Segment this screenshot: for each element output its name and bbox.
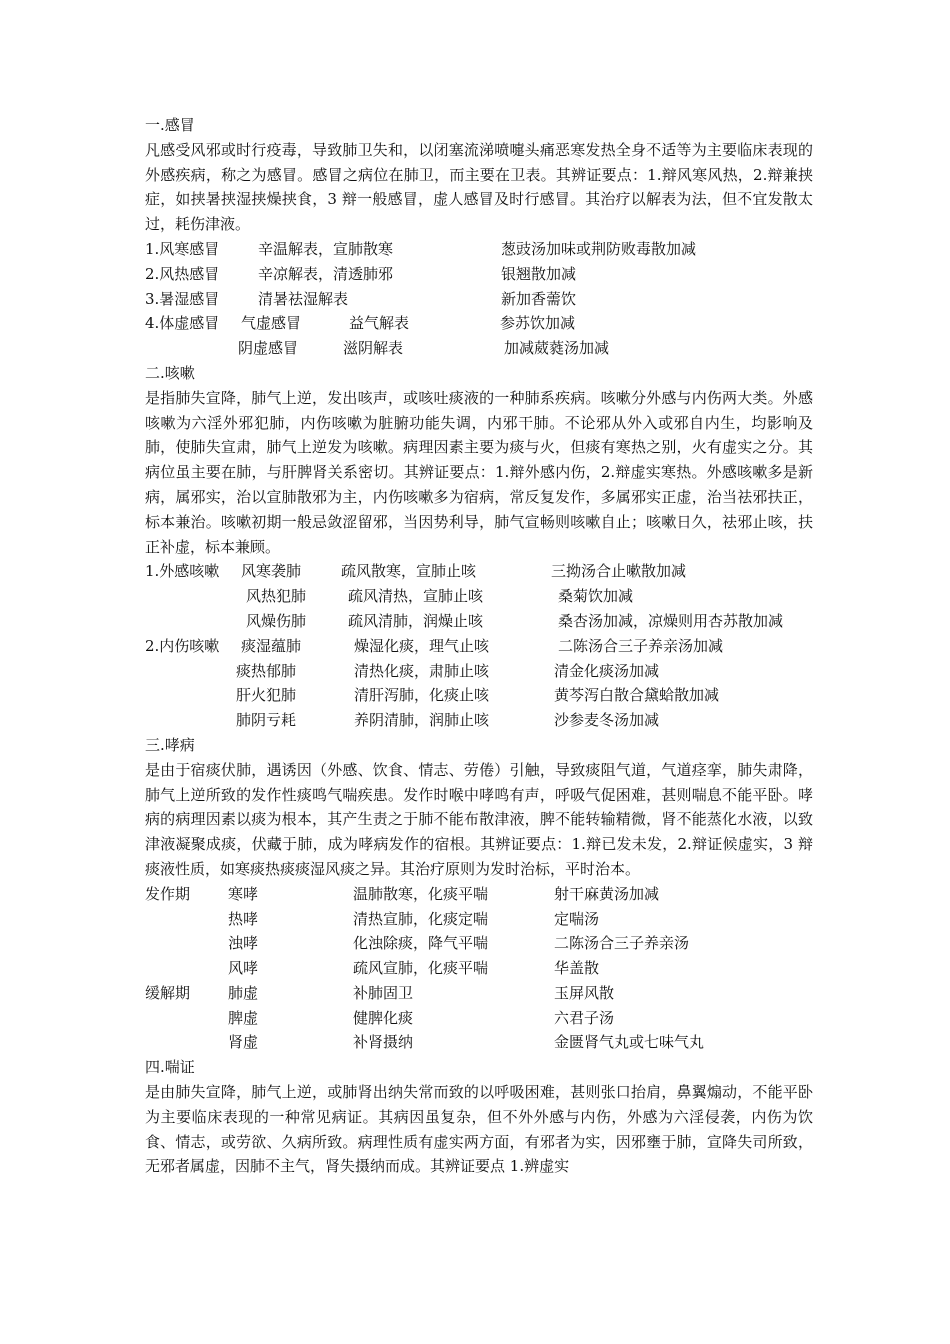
table-row: [145, 956, 813, 981]
row-stage: 缓解期: [145, 983, 191, 1002]
row-pattern: 风寒袭肺: [241, 562, 302, 581]
row-subtype: 阴虚感冒: [238, 339, 299, 358]
table-row: [145, 659, 813, 684]
row-formula: 沙参麦冬汤加减: [554, 711, 660, 730]
row-formula: 桑杏汤加减，凉燥则用杏苏散加减: [558, 611, 784, 630]
paragraph-xiaobing: 是由于宿痰伏肺，遇诱因（外感、饮食、情志、劳倦）引触，导致痰阻气道，气道痉挛，肺失肃降，肺气上逆所致的发作性痰鸣气喘疾患。发作时喉中哮鸣有声，呼吸气促困难，甚则喘息不能平卧。哮病的病理因素以痰为根本，其产生责之于肺不能布散津液，脾不能转输精微，肾不能蒸化水液，以致津液凝聚成痰，伏藏于肺，成为哮病发作的宿根。其辨证要点：1.辩已发未发，2.辩证候虚实，3 辩痰液性质，如寒痰热痰痰湿风痰之异。其治疗原则为发时治标，平时治本。: [145, 760, 813, 878]
row-type: 2.风热感冒: [145, 264, 220, 283]
row-pattern: 脾虚: [228, 1008, 259, 1027]
table-row: [145, 559, 813, 584]
table-row: [145, 981, 813, 1006]
row-formula: 黄芩泻白散合黛蛤散加减: [554, 686, 720, 705]
heading-kesou: 二.咳嗽: [145, 363, 195, 382]
row-method: 滋阴解表: [343, 339, 404, 358]
row-method: 清热宣肺，化痰定喘: [353, 909, 489, 928]
row-formula: 金匮肾气丸或七味气丸: [554, 1033, 705, 1052]
row-pattern: 肝火犯肺: [236, 686, 297, 705]
row-pattern: 浊哮: [228, 934, 259, 953]
row-formula: 射干麻黄汤加减: [554, 884, 660, 903]
row-formula: 六君子汤: [554, 1008, 615, 1027]
row-formula: 桑菊饮加减: [558, 587, 634, 606]
heading-ganmao: 一.感冒: [145, 116, 195, 134]
row-formula: 新加香薷饮: [501, 289, 577, 308]
row-method: 补肾摄纳: [353, 1033, 414, 1052]
row-pattern: 风哮: [228, 959, 259, 978]
table-row: [145, 336, 813, 361]
table-row: [145, 584, 813, 609]
row-type: 4.体虚感冒: [145, 314, 220, 333]
row-subtype: 气虚感冒: [241, 314, 302, 333]
row-method: 清暑祛湿解表: [258, 289, 349, 308]
row-method: 健脾化痰: [353, 1008, 414, 1027]
row-pattern: 寒哮: [228, 884, 259, 903]
heading-xiaobing: 三.哮病: [145, 735, 195, 754]
row-pattern: 痰热郁肺: [236, 661, 297, 680]
row-pattern: 热哮: [228, 909, 259, 928]
row-method: 辛凉解表，清透肺邪: [258, 264, 394, 283]
table-row: [145, 1006, 813, 1031]
row-formula: 三拗汤合止嗽散加减: [551, 562, 687, 581]
table-row: [145, 287, 813, 312]
row-formula: 清金化痰汤加减: [554, 661, 660, 680]
table-row: [145, 609, 813, 634]
section-heading: [145, 113, 813, 138]
table-row: [145, 907, 813, 932]
row-formula: 二陈汤合三子养亲汤加减: [558, 636, 724, 655]
paragraph-kesou: 是指肺失宣降，肺气上逆，发出咳声，或咳吐痰液的一种肺系疾病。咳嗽分外感与内伤两大类。外感咳嗽为六淫外邪犯肺，内伤咳嗽为脏腑功能失调，内邪干肺。不论邪从外入或邪自内生，均影响及肺，使肺失宣肃，肺气上逆发为咳嗽。病理因素主要为痰与火，但痰有寒热之别，火有虚实之分。其病位虽主要在肺，与肝脾肾关系密切。其辨证要点：1.辩外感内伤，2.辩虚实寒热。外感咳嗽多是新病，属邪实，治以宣肺散邪为主，内伤咳嗽多为宿病，常反复发作，多属邪实正虚，治当祛邪扶正，标本兼治。咳嗽初期一般忌敛涩留邪，当因势利导，肺气宣畅则咳嗽自止；咳嗽日久，祛邪止咳，扶正补虚，标本兼顾。: [145, 388, 813, 556]
paragraph-chuanzheng: 是由肺失宣降，肺气上逆，或肺肾出纳失常而致的以呼吸困难，甚则张口抬肩，鼻翼煽动，不能平卧为主要临床表现的一种常见病证。其病因虽复杂，但不外外感与内伤，外感为六淫侵袭，内伤为饮食、情志，或劳欲、久病所致。病理性质有虚实两方面，有邪者为实，因邪壅于肺，宣降失司所致，无邪者属虚，因肺不主气，肾失摄纳而成。其辨证要点 1.辨虚实: [145, 1083, 813, 1176]
row-method: 辛温解表，宣肺散寒: [258, 239, 394, 258]
table-row: [145, 683, 813, 708]
row-category: 1.外感咳嗽: [145, 562, 220, 581]
row-pattern: 肾虚: [228, 1033, 259, 1052]
heading-chuanzheng: 四.喘证: [145, 1058, 195, 1077]
row-method: 疏风宣肺，化痰平喘: [353, 959, 489, 978]
row-formula: 加减葳蕤汤加减: [504, 339, 610, 358]
row-formula: 二陈汤合三子养亲汤: [554, 934, 690, 953]
paragraph-ganmao: 凡感受风邪或时行疫毒，导致肺卫失和，以闭塞流涕喷嚏头痛恶寒发热全身不适等为主要临床表现的外感疾病，称之为感冒。感冒之病位在肺卫，而主要在卫表。其辨证要点：1.辩风寒风热，2.辩兼挟症，如挟暑挟湿挟燥挟食，3 辩一般感冒，虚人感冒及时行感冒。其治疗以解表为法，但不宜发散太过，耗伤津液。: [145, 140, 813, 234]
table-row: [145, 237, 813, 262]
row-method: 燥湿化痰，理气止咳: [354, 636, 490, 655]
row-method: 清肝泻肺，化痰止咳: [354, 686, 490, 705]
row-type: 1.风寒感冒: [145, 239, 220, 258]
table-row: [145, 634, 813, 659]
row-stage: 发作期: [145, 884, 191, 903]
row-method: 清热化痰，肃肺止咳: [354, 661, 490, 680]
row-formula: 华盖散: [554, 959, 600, 978]
section-heading: [145, 733, 813, 758]
table-row: [145, 311, 813, 336]
table-row: [145, 931, 813, 956]
row-formula: 定喘汤: [554, 909, 600, 928]
row-method: 养阴清肺，润肺止咳: [354, 711, 490, 730]
table-row: [145, 882, 813, 907]
row-method: 温肺散寒，化痰平喘: [353, 884, 489, 903]
row-type: 3.暑湿感冒: [145, 289, 220, 308]
row-category: 2.内伤咳嗽: [145, 636, 220, 655]
row-method: 益气解表: [349, 314, 410, 333]
row-method: 疏风散寒，宣肺止咳: [341, 562, 477, 581]
row-formula: 参苏饮加减: [500, 314, 576, 333]
row-pattern: 风热犯肺: [246, 587, 307, 606]
row-formula: 葱豉汤加味或荆防败毒散加减: [501, 239, 697, 258]
document-content: [145, 113, 813, 1179]
row-formula: 银翘散加减: [501, 264, 577, 283]
table-row: [145, 262, 813, 287]
row-method: 疏风清热，宣肺止咳: [348, 587, 484, 606]
row-method: 化浊除痰，降气平喘: [353, 934, 489, 953]
row-pattern: 肺阴亏耗: [236, 711, 297, 730]
section-heading: [145, 361, 813, 386]
table-row: [145, 708, 813, 733]
row-method: 补肺固卫: [353, 983, 414, 1002]
table-row: [145, 1030, 813, 1055]
section-heading: [145, 1055, 813, 1080]
row-pattern: 肺虚: [228, 983, 259, 1002]
row-formula: 玉屏风散: [554, 983, 615, 1002]
row-method: 疏风清肺，润燥止咳: [348, 611, 484, 630]
row-pattern: 痰湿蕴肺: [241, 636, 302, 655]
row-pattern: 风燥伤肺: [246, 611, 307, 630]
